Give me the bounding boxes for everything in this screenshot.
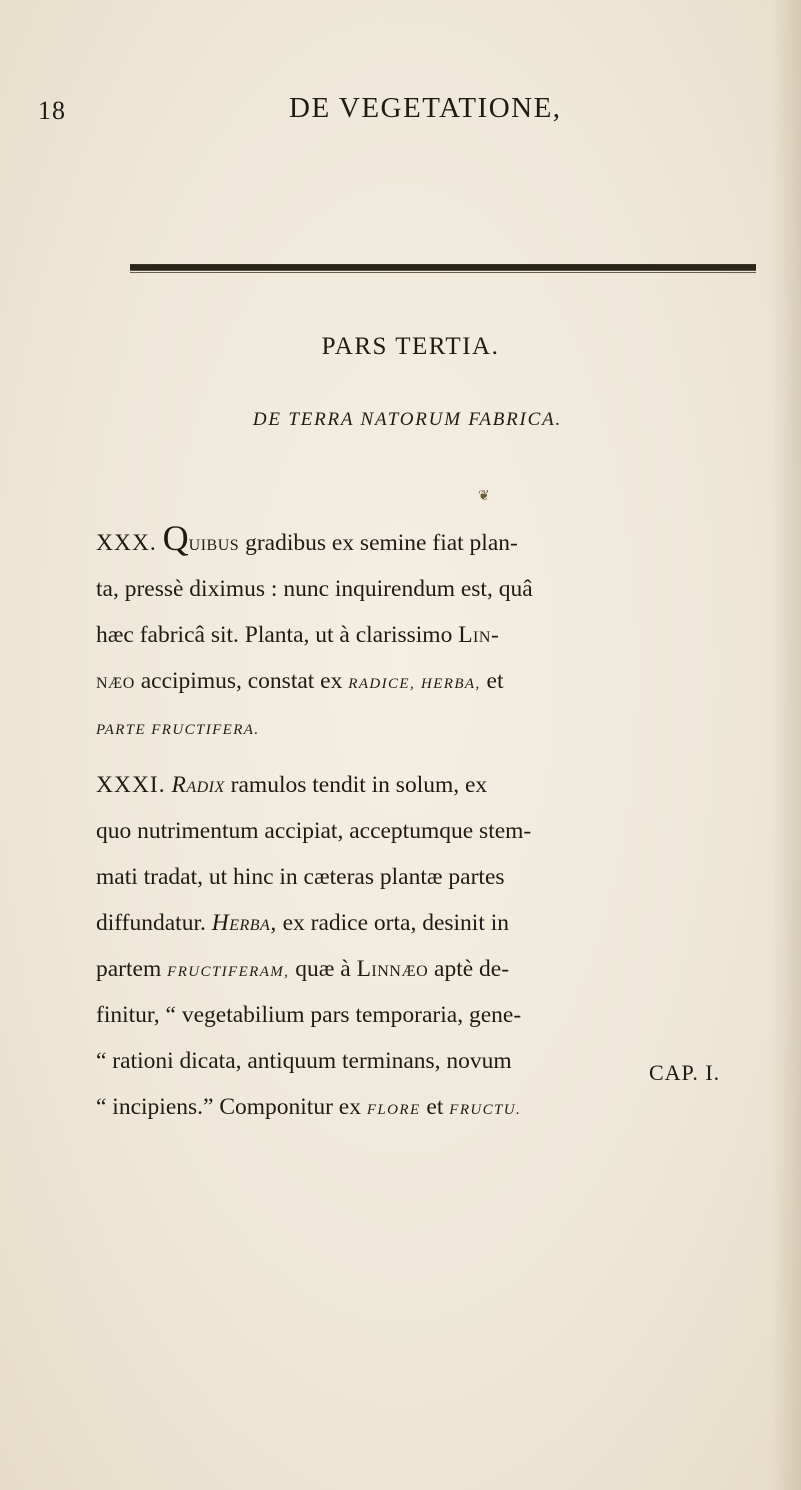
line-text: hæc fabricâ sit. Planta, ut à clarissimo	[96, 622, 459, 648]
line-text: quæ à	[289, 956, 357, 982]
term-flore: FLORE	[366, 1102, 421, 1118]
term-fructiferam: FRUCTIFERAM,	[167, 964, 290, 980]
term-fructu: FRUCTU.	[449, 1102, 522, 1118]
catchword: CAP. I.	[649, 1060, 721, 1085]
name-linnaeus-cont: næo	[96, 668, 135, 694]
paragraph-number: XXXI.	[96, 772, 166, 798]
ornament-icon: ❦	[478, 489, 490, 504]
term-radice: RADICE,	[348, 676, 416, 692]
page-edge-shadow	[771, 0, 801, 1490]
text-line: mati tradat, ut hinc in cæteras plantæ partes	[96, 864, 505, 890]
term-parte-fructifera: PARTE FRUCTIFERA.	[96, 722, 260, 738]
running-head	[0, 92, 801, 132]
text-line	[96, 658, 766, 704]
line-text: et	[480, 668, 504, 694]
text-line: quo nutrimentum accipiat, acceptumque stem-	[96, 818, 532, 844]
first-word-rest: uibus	[188, 530, 240, 556]
paragraph-xxx	[96, 520, 766, 750]
line-text: ramulos tendit in solum, ex	[224, 772, 488, 798]
line-text: et	[420, 1094, 450, 1120]
text-line	[96, 946, 766, 992]
line-text: ex radice orta, desinit in	[276, 910, 510, 936]
paragraph-number: XXX.	[96, 530, 157, 556]
text-line: ta, pressè diximus : nunc inquirendum est, quâ	[96, 576, 533, 602]
running-title: DE VEGETATIONE,	[289, 92, 562, 124]
line-text: partem	[96, 956, 168, 982]
initial-letter: Q	[162, 518, 189, 558]
text-line: “ rationi dicata, antiquum terminans, novum	[96, 1048, 512, 1074]
term-radix: Radix	[171, 772, 225, 798]
line-text: gradibus ex semine fiat plan-	[239, 530, 518, 556]
text-line	[96, 704, 766, 750]
term-herba: Herba,	[211, 910, 277, 936]
text-line	[96, 1084, 766, 1130]
line-text: “ incipiens.” Componitur ex	[96, 1094, 367, 1120]
text-line	[96, 762, 766, 808]
line-text: aptè de-	[428, 956, 510, 982]
text-line	[96, 612, 766, 658]
text-line	[96, 520, 766, 566]
section-title: DE TERRA NATORUM FABRICA.	[252, 409, 563, 430]
name-linnaeus: Lin-	[458, 622, 500, 648]
part-title: PARS TERTIA.	[321, 333, 500, 360]
line-text: diffundatur.	[96, 910, 212, 936]
name-linnaeus: Linnæo	[356, 956, 429, 982]
text-line: finitur, “ vegetabilium pars temporaria, gene-	[96, 1002, 522, 1028]
header-rule	[130, 264, 756, 271]
text-line	[96, 900, 766, 946]
page-number: 18	[38, 96, 66, 125]
header-rule-thin	[130, 272, 756, 273]
line-text: accipimus, constat ex	[134, 668, 349, 694]
term-herba: HERBA,	[421, 676, 481, 692]
